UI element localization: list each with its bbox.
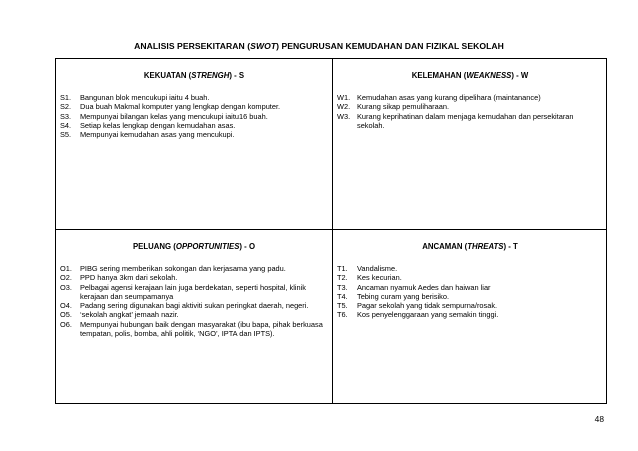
title-suffix: ) PENGURUSAN KEMUDAHAN DAN FIZIKAL SEKOLAH [276, 41, 504, 51]
item-text: Setiap kelas lengkap dengan kemudahan asas. [80, 120, 236, 130]
list-item [60, 121, 326, 130]
item-text: Tebing curam yang berisiko. [357, 291, 450, 301]
item-code: T6. [337, 310, 348, 320]
list-item [337, 112, 601, 131]
list-item [60, 264, 326, 273]
list-item [60, 102, 326, 111]
page-number: 48 [594, 414, 604, 424]
title-swot: SWOT [250, 41, 277, 51]
item-text: Padang sering digunakan bagi aktiviti sukan peringkat daerah, negeri. [80, 301, 309, 311]
item-code: S1. [60, 93, 72, 102]
title-prefix: ANALISIS PERSEKITARAN ( [134, 41, 251, 51]
list-item [60, 320, 326, 339]
threats-list [337, 264, 601, 320]
list-item [337, 283, 601, 292]
item-text: Ancaman nyamuk Aedes dan haiwan liar [357, 282, 491, 292]
item-text: ‘sekolah angkat’ jemaah nazir. [80, 310, 179, 320]
item-code: S3. [60, 111, 72, 121]
list-item [60, 112, 326, 121]
list-item [337, 292, 601, 301]
item-code: T3. [337, 282, 348, 292]
weaknesses-list [337, 93, 601, 130]
item-code: W3. [337, 111, 351, 121]
list-item [60, 93, 326, 102]
swot-table [55, 58, 607, 404]
list-item [337, 264, 601, 273]
list-item [337, 301, 601, 310]
list-item [60, 130, 326, 139]
threats-heading: ANCAMAN (THREATS) - T [422, 242, 518, 251]
item-text: Bangunan blok mencukupi iaitu 4 buah. [80, 93, 210, 102]
item-text: Dua buah Makmal komputer yang lengkap dengan komputer. [80, 102, 281, 112]
item-code: O2. [60, 273, 72, 283]
list-item [60, 283, 326, 302]
item-code: O1. [60, 264, 72, 273]
list-item [337, 102, 601, 111]
item-code: O3. [60, 282, 72, 292]
item-text: Mempunyai kemudahan asas yang mencukupi. [80, 130, 235, 140]
list-item [60, 273, 326, 282]
item-text: Kurang keprihatinan dalam menjaga kemudahan dan persekitaran sekolah. [357, 111, 574, 130]
item-code: T2. [337, 273, 348, 283]
list-item [337, 310, 601, 319]
item-text: Pagar sekolah yang tidak sempurna/rosak. [357, 301, 498, 311]
item-text: PPD hanya 3km dari sekolah. [80, 273, 178, 283]
item-code: S2. [60, 102, 72, 112]
strengths-heading: KEKUATAN (STRENGH) - S [143, 71, 245, 80]
page-title [0, 41, 638, 51]
item-code: T4. [337, 291, 348, 301]
item-code: O6. [60, 319, 72, 329]
list-item [337, 93, 601, 102]
item-text: Pelbagai agensi kerajaan lain juga berdekatan, seperti hospital, klinik kerajaan dan seumpamanya [80, 282, 306, 301]
item-code: W1. [337, 93, 351, 102]
row-divider [56, 229, 606, 230]
item-text: Kes kecurian. [357, 273, 402, 283]
column-divider [332, 59, 333, 403]
item-text: Vandalisme. [357, 264, 398, 273]
item-code: W2. [337, 102, 351, 112]
item-code: S5. [60, 130, 72, 140]
strengths-list [60, 93, 326, 139]
item-code: T5. [337, 301, 348, 311]
list-item [60, 310, 326, 319]
item-code: O4. [60, 301, 72, 311]
item-code: O5. [60, 310, 72, 320]
item-text: Kurang sikap pemuliharaan. [357, 102, 450, 112]
item-text: Mempunyai bilangan kelas yang mencukupi iaitu16 buah. [80, 111, 268, 121]
item-text: Mempunyai hubungan baik dengan masyarakat (ibu bapa, pihak berkuasa tempatan, polis, bomba, ahli politik, ‘NGO’, IPTA dan IPTS). [80, 319, 323, 339]
item-text: Kos penyelenggaraan yang semakin tinggi. [357, 310, 499, 320]
opportunities-heading: PELUANG (OPPORTUNITIES) - O [132, 242, 256, 251]
list-item [60, 301, 326, 310]
weaknesses-heading: KELEMAHAN (WEAKNESS) - W [411, 71, 529, 80]
list-item [337, 273, 601, 282]
item-text: PIBG sering memberikan sokongan dan kerjasama yang padu. [80, 264, 286, 273]
item-text: Kemudahan asas yang kurang dipelihara (maintanance) [357, 93, 541, 102]
opportunities-list [60, 264, 326, 338]
item-code: S4. [60, 120, 72, 130]
item-code: T1. [337, 264, 348, 273]
